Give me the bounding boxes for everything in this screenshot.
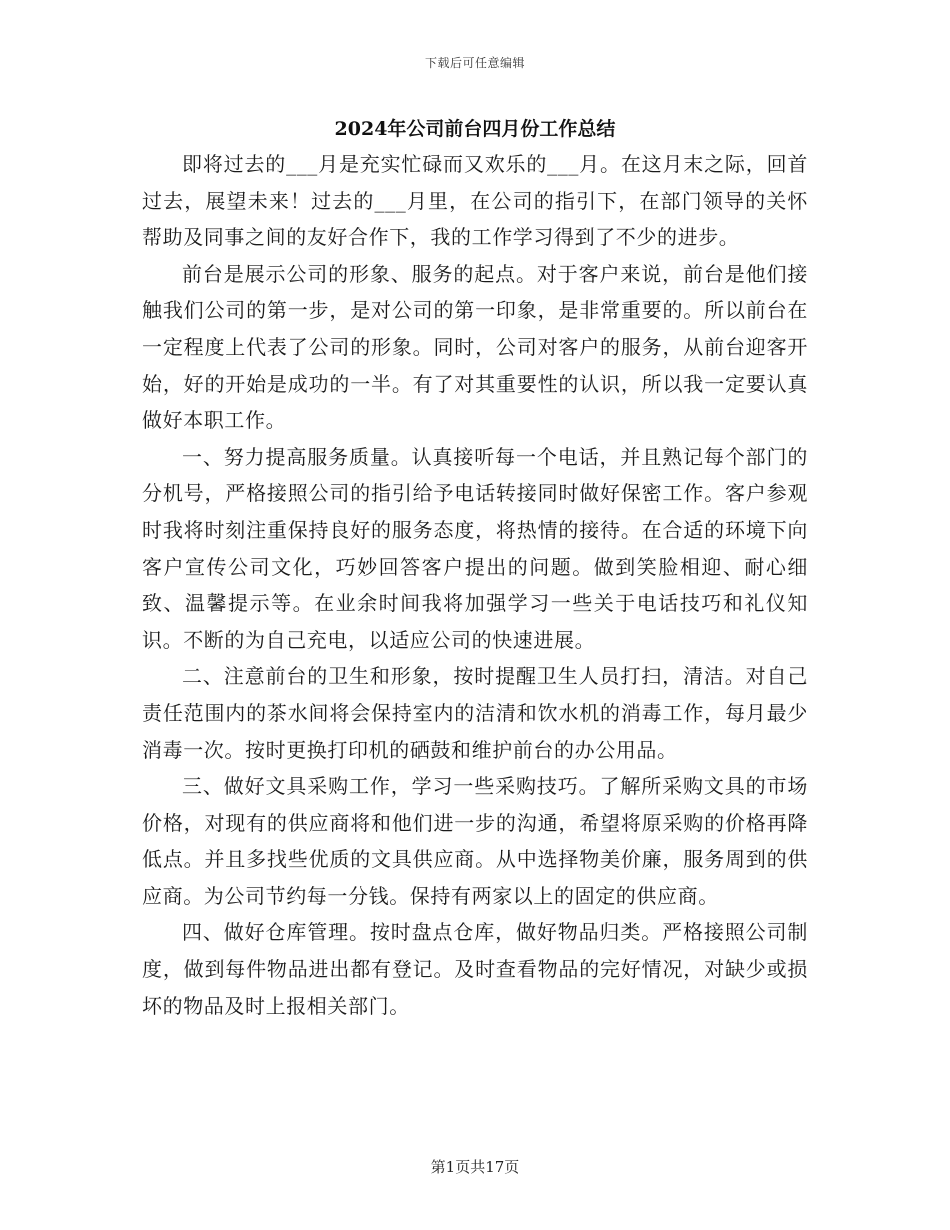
paragraph-front-desk-role: 前台是展示公司的形象、服务的起点。对于客户来说，前台是他们接触我们公司的第一步，是对公司的第一印象，是非常重要的。所以前台在一定程度上代表了公司的形象。同时，公司对客户的服务，从前台迎客开始，好的开始是成功的一半。有了对其重要性的认识，所以我一定要认真做好本职工作。 (142, 261, 808, 433)
paragraph-hygiene: 二、注意前台的卫生和形象，按时提醒卫生人员打扫，清洁。对自己责任范围内的茶水间将会保持室内的洁清和饮水机的消毒工作，每月最少消毒一次。按时更换打印机的硒鼓和维护前台的办公用品。 (142, 664, 808, 762)
document-body (142, 146, 808, 1024)
paragraph-intro: 即将过去的___月是充实忙碌而又欢乐的___月。在这月末之际，回首过去，展望未来！过去的___月里，在公司的指引下，在部门领导的关怀帮助及同事之间的友好合作下，我的工作学习得到了不少的进步。 (142, 152, 808, 250)
document-title: 2024年公司前台四月份工作总结 (334, 118, 616, 140)
header-note: 下载后可任意编辑 (424, 56, 525, 70)
paragraph-purchasing: 三、做好文具采购工作，学习一些采购技巧。了解所采购文具的市场价格，对现有的供应商将和他们进一步的沟通，希望将原采购的价格再降低点。并且多找些优质的文具供应商。从中选择物美价廉，服务周到的供应商。为公司节约每一分钱。保持有两家以上的固定的供应商。 (142, 774, 808, 908)
paragraph-warehouse: 四、做好仓库管理。按时盘点仓库，做好物品归类。严格接照公司制度，做到每件物品进出都有登记。及时查看物品的完好情况，对缺少或损坏的物品及时上报相关部门。 (142, 920, 808, 1018)
paragraph-service-quality: 一、努力提高服务质量。认真接听每一个电话，并且熟记每个部门的分机号，严格接照公司的指引给予电话转接同时做好保密工作。客户参观时我将时刻注重保持良好的服务态度，将热情的接待。在合适的环境下向客户宣传公司文化，巧妙回答客户提出的问题。做到笑脸相迎、耐心细致、温馨提示等。在业余时间我将加强学习一些关于电话技巧和礼仪知识。不断的为自己充电，以适应公司的快速进展。 (142, 444, 808, 652)
page-number-footer: 第1页共17页 (430, 1158, 520, 1176)
